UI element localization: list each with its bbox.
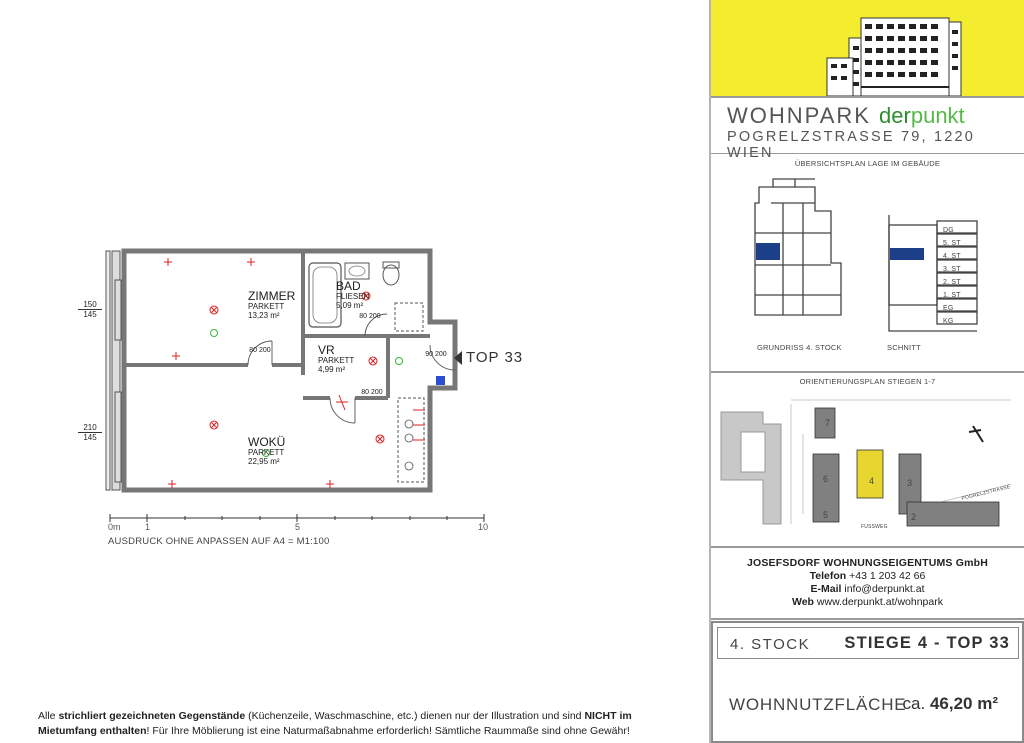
stair-number: 5 [823, 510, 829, 520]
section-caption: SCHNITT [887, 343, 921, 352]
unit-summary [711, 621, 1024, 743]
scale-tick-label: 5 [295, 522, 301, 532]
project-name [727, 103, 1024, 129]
window-level [78, 423, 102, 442]
stair-number: 3 [907, 478, 913, 488]
building-overview [711, 155, 1024, 373]
unit-label: TOP 33 [466, 349, 524, 366]
room-area: 4,99 m² [318, 364, 346, 374]
stair-number: 2 [911, 512, 917, 522]
site-plan-drawing [711, 374, 1024, 548]
print-note: AUSDRUCK OHNE ANPASSEN AUF A4 = M1:100 [108, 536, 330, 547]
orientation-plan [711, 374, 1024, 548]
door-tag: 90 200 [425, 351, 447, 358]
room-floor: FLIESEN [336, 292, 370, 302]
room-label-bad [336, 280, 369, 311]
contact-block [711, 550, 1024, 620]
phone-label: Telefon [809, 570, 847, 582]
stair-number: 6 [823, 474, 829, 484]
area-number: 46,20 m² [929, 694, 998, 713]
project-title-block [711, 100, 1024, 161]
phone-value: +43 1 203 42 66 [849, 570, 926, 582]
area-label: WOHNNUTZFLÄCHE [729, 695, 907, 714]
section-level: 3. ST [943, 266, 961, 273]
contact-web [711, 596, 1024, 609]
floor-plan-caption: GRUNDRISS 4. STOCK [757, 343, 842, 352]
building-illustration [711, 0, 1024, 96]
section-level: 4. ST [943, 253, 961, 260]
disclaimer-text: ! Für Ihre Möblierung ist eine Naturmaßabnahme erforderlich! Sämtliche Raummaße sind ohne Gewähr! [146, 725, 630, 737]
brand-part-b: punkt [910, 103, 965, 128]
room-area: 13,23 m² [248, 310, 280, 320]
unit-header [717, 627, 1019, 659]
disclaimer-text: Alle [38, 710, 59, 722]
room-label-zimmer [248, 290, 295, 321]
web-link[interactable]: www.derpunkt.at/wohnpark [816, 596, 943, 608]
scale-tick-label: 10 [478, 522, 489, 532]
room-floor: PARKETT [248, 302, 285, 312]
stair-number: 7 [825, 418, 831, 428]
section-level: EG [943, 305, 954, 312]
room-name: ZIMMER [248, 289, 296, 303]
level-top: 150 [78, 300, 102, 310]
room-floor: PARKETT [248, 448, 285, 458]
email-link[interactable]: info@derpunkt.at [844, 583, 925, 595]
room-area: 5,09 m² [336, 300, 364, 310]
street-label: POGRELZSTRASSE [961, 484, 1012, 502]
section-level: KG [943, 318, 954, 325]
room-area: 22,95 m² [248, 456, 280, 466]
level-bottom: 145 [83, 310, 97, 319]
section-level: DG [943, 227, 954, 234]
section-level: 5. ST [943, 240, 961, 247]
level-bottom: 145 [83, 433, 97, 442]
building-floor-plan-thumbnail [711, 155, 1024, 373]
panel-header [711, 0, 1024, 98]
level-top: 210 [78, 423, 102, 433]
brand-logo [879, 103, 965, 128]
orientation-title: ORIENTIERUNGSPLAN STIEGEN 1-7 [799, 377, 936, 386]
window-level [78, 300, 102, 319]
scale-tick-label: 0m [108, 522, 121, 532]
disclaimer-text: (Küchenzeile, Waschmaschine, etc.) dienen nur der Illustration und sind [245, 710, 585, 722]
section-level-list [943, 224, 961, 328]
door-tag: 80 200 [359, 313, 381, 320]
room-label-wokue [248, 436, 285, 467]
path-label: FUSSWEG [861, 524, 888, 530]
disclaimer-bold: NICHT im Mietumfang enthalten [38, 710, 632, 737]
section-level: 2. ST [943, 279, 961, 286]
area-value [903, 694, 998, 714]
web-label: Web [792, 596, 814, 608]
door-tag: 80 200 [361, 389, 383, 396]
contact-email [711, 583, 1024, 596]
unit-floor: 4. STOCK [730, 636, 811, 653]
area-prefix: ca. [902, 694, 926, 713]
project-prefix: WOHNPARK [727, 103, 880, 128]
info-panel [709, 0, 1024, 743]
project-address: POGRELZSTRASSE 79, 1220 WIEN [727, 129, 976, 161]
section-level: 1. ST [943, 292, 961, 299]
room-label-vr [318, 344, 354, 375]
contact-phone [711, 570, 1024, 583]
brand-part-a: der [879, 103, 911, 128]
room-name: VR [318, 343, 335, 357]
stair-number: 4 [869, 476, 875, 486]
room-name: WOKÜ [248, 435, 286, 449]
disclaimer [38, 709, 678, 739]
unit-stiege-top: STIEGE 4 - TOP 33 [844, 634, 1010, 652]
scale-tick-label: 1 [145, 522, 151, 532]
room-name: BAD [336, 279, 361, 293]
door-tag: 80 200 [249, 347, 271, 354]
overview-title: ÜBERSICHTSPLAN LAGE IM GEBÄUDE [794, 159, 941, 168]
company-name: JOSEFSDORF WOHNUNGSEIGENTUMS GmbH [746, 557, 989, 569]
room-floor: PARKETT [318, 356, 355, 366]
email-label: E-Mail [810, 583, 842, 595]
disclaimer-bold: strichliert gezeichneten Gegenstände [58, 710, 246, 722]
